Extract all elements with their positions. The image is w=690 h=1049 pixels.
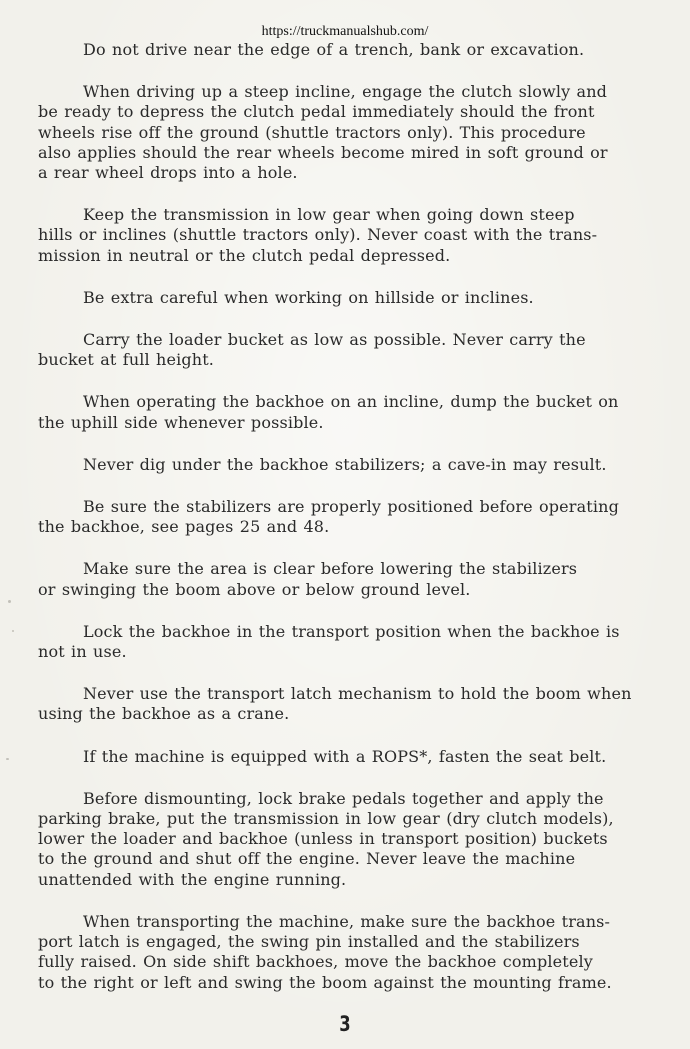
text-line: Make sure the area is clear before lowering the stabilizers bbox=[83, 559, 578, 579]
paper-speck bbox=[6, 758, 9, 760]
text-line: hills or inclines (shuttle tractors only). Never coast with the trans- bbox=[38, 225, 598, 245]
text-line: using the backhoe as a crane. bbox=[38, 704, 290, 724]
text-line: When driving up a steep incline, engage the clutch slowly and bbox=[83, 82, 608, 102]
paper-speck bbox=[12, 630, 14, 632]
paragraph bbox=[38, 330, 644, 370]
text-line: Be extra careful when working on hillside or inclines. bbox=[83, 287, 534, 307]
text-line: fully raised. On side shift backhoes, move the backhoe completely bbox=[38, 952, 593, 972]
paragraph bbox=[38, 912, 644, 993]
paper-speck bbox=[8, 600, 11, 603]
text-line: lower the loader and backhoe (unless in transport position) buckets bbox=[38, 829, 608, 849]
text-line: When operating the backhoe on an incline, dump the bucket on bbox=[83, 392, 619, 412]
text-line: or swinging the boom above or below ground level. bbox=[38, 579, 471, 599]
paragraph bbox=[38, 40, 644, 60]
text-line: Keep the transmission in low gear when going down steep bbox=[83, 205, 575, 225]
paragraph bbox=[38, 288, 644, 308]
paragraph bbox=[38, 559, 644, 599]
text-line: wheels rise off the ground (shuttle tractors only). This procedure bbox=[38, 122, 586, 142]
text-line: port latch is engaged, the swing pin installed and the stabilizers bbox=[38, 932, 580, 952]
text-line: parking brake, put the transmission in low gear (dry clutch models), bbox=[38, 809, 614, 829]
text-line: be ready to depress the clutch pedal immediately should the front bbox=[38, 102, 595, 122]
text-line: the backhoe, see pages 25 and 48. bbox=[38, 517, 330, 537]
text-line: Never use the transport latch mechanism to hold the boom when bbox=[83, 684, 632, 704]
paragraph bbox=[38, 789, 644, 890]
paragraph bbox=[38, 455, 644, 475]
paragraph bbox=[38, 82, 644, 183]
text-line: Carry the loader bucket as low as possible. Never carry the bbox=[83, 330, 586, 350]
paragraph bbox=[38, 205, 644, 266]
paragraph bbox=[38, 622, 644, 662]
text-line: also applies should the rear wheels become mired in soft ground or bbox=[38, 142, 608, 162]
text-line: When transporting the machine, make sure the backhoe trans- bbox=[83, 911, 611, 931]
text-line: If the machine is equipped with a ROPS*, fasten the seat belt. bbox=[83, 746, 607, 766]
text-line: unattended with the engine running. bbox=[38, 869, 347, 889]
text-line: Be sure the stabilizers are properly positioned before operating bbox=[83, 497, 619, 517]
text-line: Do not drive near the edge of a trench, bank or excavation. bbox=[83, 40, 585, 59]
text-line: Before dismounting, lock brake pedals together and apply the bbox=[83, 788, 604, 808]
text-line: to the right or left and swing the boom against the mounting frame. bbox=[38, 972, 612, 992]
text-line: to the ground and shut off the engine. Never leave the machine bbox=[38, 849, 576, 869]
text-line: not in use. bbox=[38, 642, 127, 662]
text-line: a rear wheel drops into a hole. bbox=[38, 163, 298, 183]
text-line: bucket at full height. bbox=[38, 350, 215, 370]
paragraph bbox=[38, 684, 644, 724]
text-line: mission in neutral or the clutch pedal depressed. bbox=[38, 245, 451, 265]
text-line: Lock the backhoe in the transport position when the backhoe is bbox=[83, 621, 620, 641]
source-url: https://truckmanualshub.com/ bbox=[261, 24, 429, 39]
paragraph bbox=[38, 392, 644, 432]
page-number: 3 bbox=[339, 1012, 351, 1036]
text-line: Never dig under the backhoe stabilizers; a cave-in may result. bbox=[83, 454, 607, 474]
text-line: the uphill side whenever possible. bbox=[38, 412, 324, 432]
paragraph bbox=[38, 497, 644, 537]
paragraph bbox=[38, 747, 644, 767]
safety-instructions bbox=[38, 40, 644, 993]
